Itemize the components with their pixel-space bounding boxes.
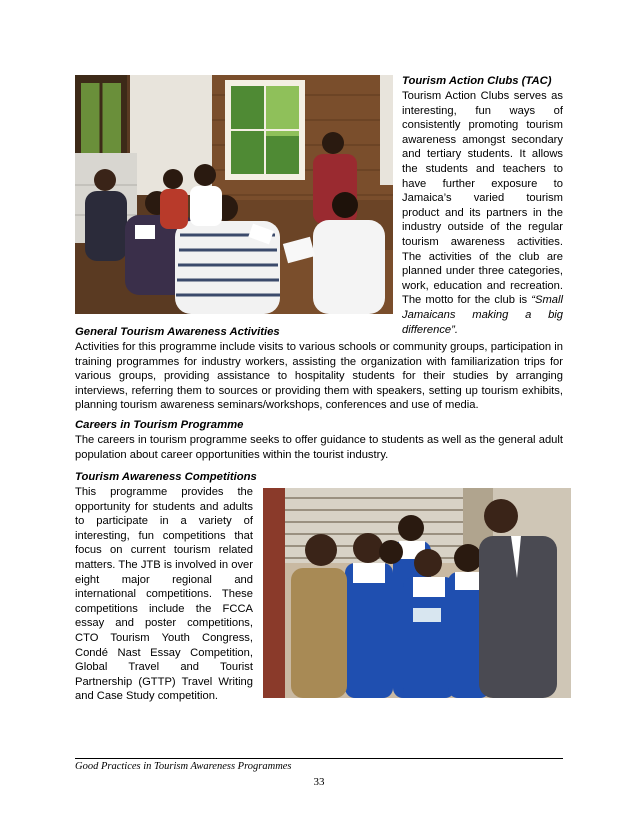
- general-heading: General Tourism Awareness Activities: [75, 326, 280, 338]
- footer-title: Good Practices in Tourism Awareness Programmes: [75, 761, 292, 772]
- footer-rule: [75, 758, 563, 759]
- tac-photo: [75, 75, 393, 314]
- general-body: Activities for this programme include visits to various schools or community groups, participation in training programmes for industry workers, assisting the organization with familiarization trips for various groups, providing assistance to hospitality students for their studies by arranging interviews, referring them to sources or providing them with speakers, setting up tourism exhibits, planning tourism awareness seminars/workshops, conferences and use of media.: [75, 341, 563, 412]
- tac-body: [402, 89, 563, 337]
- careers-body: The careers in tourism programme seeks to offer guidance to students as well as the general adult population about career opportunities within the tourist industry.: [75, 434, 563, 461]
- page-number: 33: [313, 776, 325, 788]
- competitions-body: This programme provides the opportunity for students and adults to participate in a variety of interesting, fun competitions that focus on current tourism related matters. The JTB is involved in over eight major regional and international competitions. These competitions include the FCCA essay and poster competitions, CTO Tourism Youth Congress, Condé Nast Essay Competition, Global Travel and Tourist Partnership (GTTP) Travel Writing and Case Study competition.: [75, 486, 253, 703]
- competition-photo: [263, 488, 571, 698]
- competitions-heading: Tourism Awareness Competitions: [75, 471, 257, 483]
- tac-motto: “Small Jamaicans making a big difference”.: [402, 294, 563, 336]
- tac-heading: Tourism Action Clubs (TAC): [402, 75, 552, 87]
- tac-photo-illustration: [75, 75, 393, 314]
- competition-photo-illustration: [263, 488, 571, 698]
- tac-body-text: Tourism Action Clubs serves as interesting, fun ways of consistently promoting tourism awareness amongst secondary and tertiary students. It allows the students and teachers to have further exposure to Jamaica’s varied tourism product and its partners in the industry outside of the regular tourism awareness activities. The activities of the club are planned under three categories, work, education and recreation. The motto for the club is: [402, 90, 563, 307]
- careers-heading: Careers in Tourism Programme: [75, 419, 244, 431]
